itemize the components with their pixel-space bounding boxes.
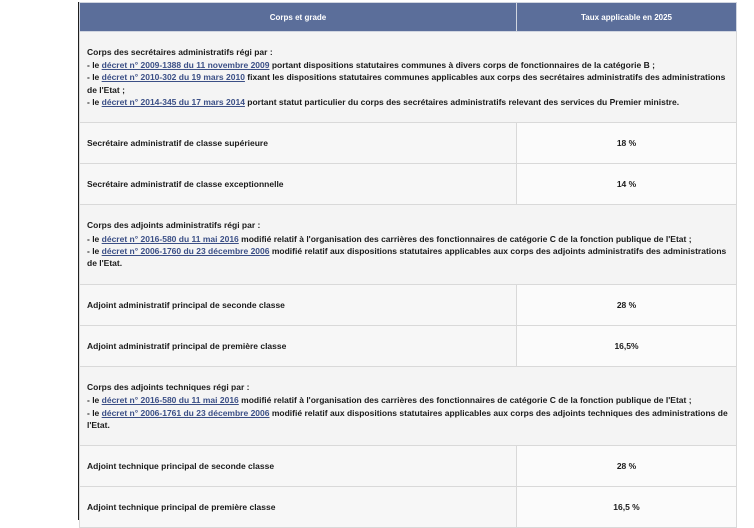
decree-prefix: - le (87, 96, 102, 107)
section-cell (80, 32, 737, 123)
table-row (80, 164, 737, 205)
decree-text: modifié relatif à l'organisation des carrières des fonctionnaires de catégorie C de la fonction publique de l'Etat ; (238, 395, 692, 406)
decree-text: portant statut particulier du corps des secrétaires administratifs relevant des services du Premier ministre. (244, 96, 680, 107)
decree-prefix: - le (87, 233, 102, 244)
decree-line (87, 59, 729, 71)
decree-prefix: - le (87, 395, 102, 406)
decree-line (87, 407, 729, 432)
header-taux-applicable: Taux applicable en 2025 (517, 3, 737, 32)
section-title: Corps des adjoints administratifs régi par : (87, 220, 261, 231)
decree-link[interactable]: décret n° 2010-302 du 19 mars 2010 (101, 72, 245, 83)
decree-line (87, 71, 729, 96)
decree-text: modifié relatif aux dispositions statutaires applicables aux corps des adjoints administratifs des administrations de l'Etat. (87, 246, 727, 269)
grade-name: Adjoint technique principal de seconde classe (80, 446, 517, 487)
grade-rate: 16,5% (517, 326, 737, 367)
grade-name: Secrétaire administratif de classe supérieure (80, 123, 517, 164)
decree-link[interactable]: décret n° 2014-345 du 17 mars 2014 (101, 96, 245, 107)
decree-link[interactable]: décret n° 2006-1760 du 23 décembre 2006 (101, 246, 270, 256)
section-row-secretaires (80, 32, 737, 123)
table-row (80, 487, 737, 528)
table-row (80, 446, 737, 487)
decree-text: modifié relatif à l'organisation des carrières des fonctionnaires de catégorie C de la fonction publique de l'Etat ; (238, 233, 692, 244)
decree-line (87, 245, 729, 270)
grade-rate: 14 % (517, 164, 737, 205)
decree-prefix: - le (87, 407, 102, 418)
decree-text: modifié relatif aux dispositions statutaires applicables aux corps des adjoints techniques des administrations de l'Etat. (87, 407, 728, 430)
table-row (80, 123, 737, 164)
decree-line (87, 394, 729, 406)
grade-name: Adjoint technique principal de première classe (80, 487, 517, 528)
decree-line (87, 233, 729, 245)
grade-rate: 28 % (517, 285, 737, 326)
section-row-adjoints-techniques (80, 367, 737, 446)
decree-prefix: - le (87, 60, 102, 71)
decree-text: portant dispositions statutaires communes à divers corps de fonctionnaires de la catégorie B ; (269, 60, 655, 71)
decree-prefix: - le (87, 72, 102, 83)
decree-link[interactable]: décret n° 2016-580 du 11 mai 2016 (101, 395, 239, 406)
decree-link[interactable]: décret n° 2006-1761 du 23 décembre 2006 (101, 407, 270, 418)
grade-rate: 18 % (517, 123, 737, 164)
table-row (80, 326, 737, 367)
header-corps-et-grade: Corps et grade (80, 3, 517, 32)
section-cell (80, 367, 737, 446)
decree-prefix: - le (87, 246, 102, 256)
decree-text: fixant les dispositions statutaires communes applicables aux corps des secrétaires administratifs des administrations de l'Etat ; (87, 72, 726, 95)
grade-name: Adjoint administratif principal de seconde classe (80, 285, 517, 326)
section-row-adjoints-administratifs (80, 205, 737, 285)
rates-table-frame (78, 2, 737, 520)
decree-link[interactable]: décret n° 2016-580 du 11 mai 2016 (101, 233, 239, 244)
section-title: Corps des adjoints techniques régi par : (87, 381, 250, 392)
table-header-row (80, 3, 737, 32)
grade-rate: 28 % (517, 446, 737, 487)
table-row (80, 285, 737, 326)
decree-line (87, 96, 729, 108)
grade-name: Adjoint administratif principal de première classe (80, 326, 517, 367)
section-cell (80, 205, 737, 285)
rates-table (79, 2, 737, 528)
decree-link[interactable]: décret n° 2009-1388 du 11 novembre 2009 (101, 60, 270, 71)
grade-name: Secrétaire administratif de classe exceptionnelle (80, 164, 517, 205)
section-title: Corps des secrétaires administratifs régi par : (87, 46, 273, 57)
grade-rate: 16,5 % (517, 487, 737, 528)
